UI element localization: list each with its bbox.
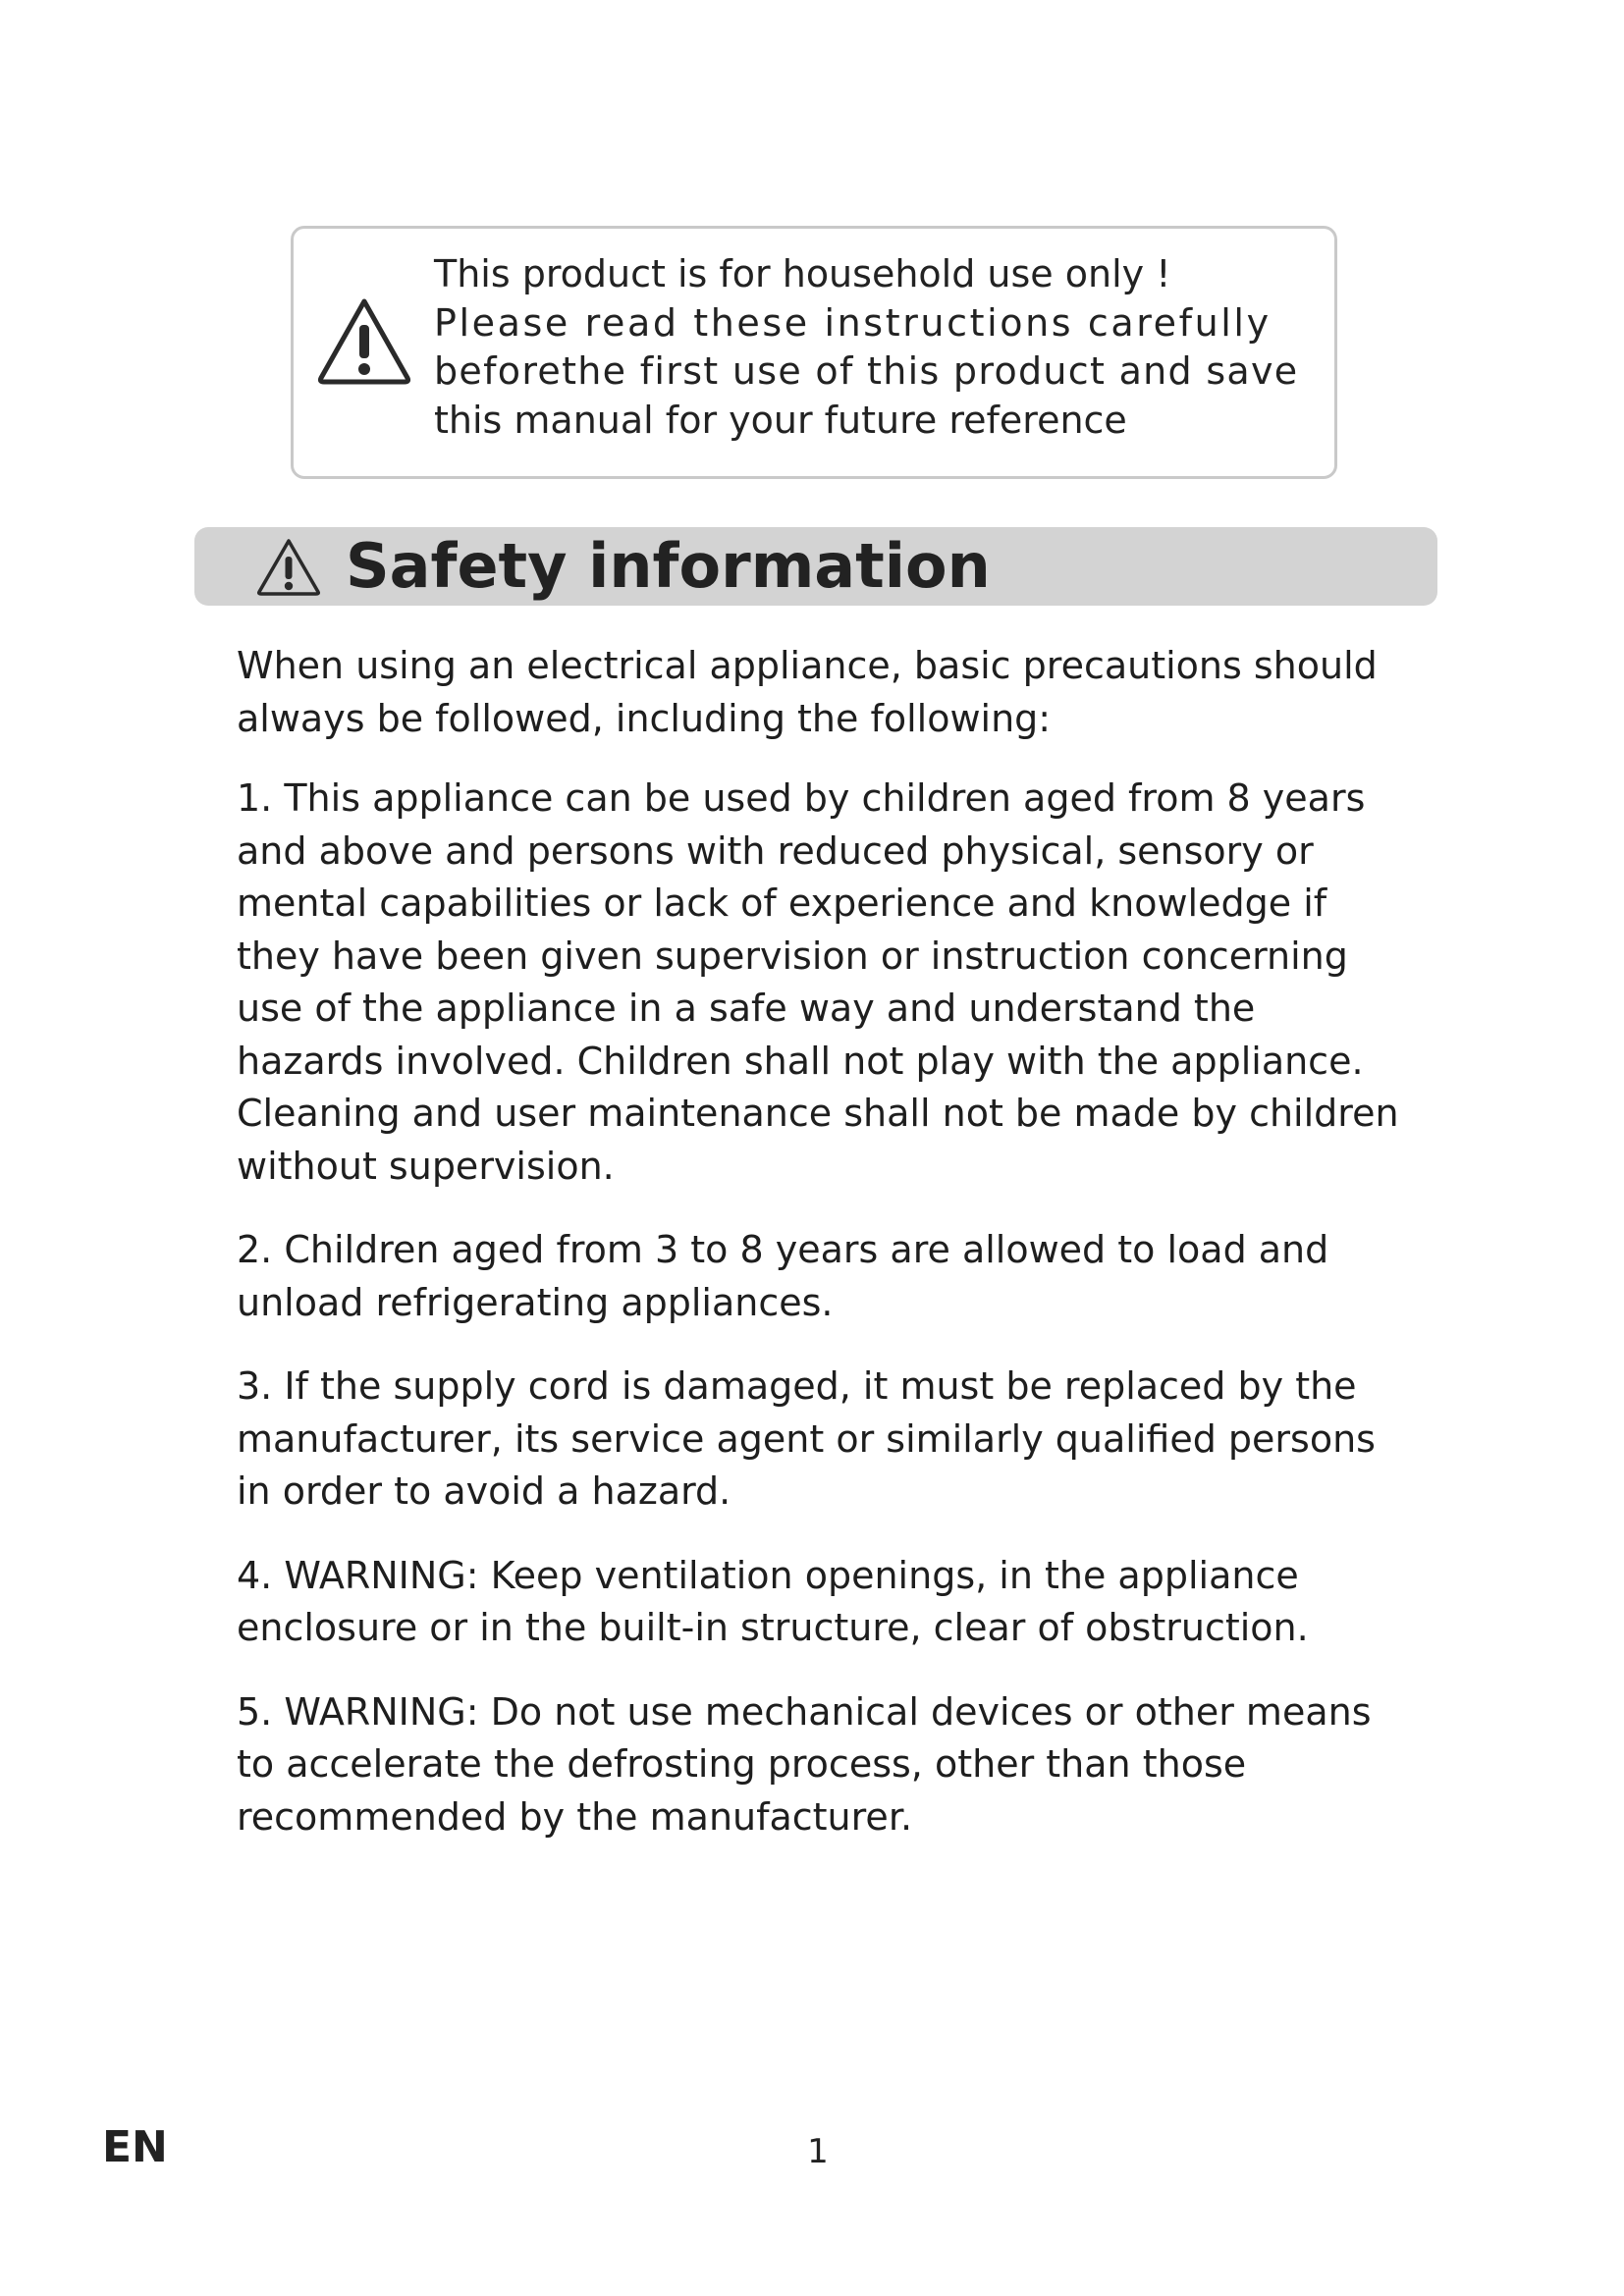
- household-notice-box: [291, 226, 1337, 479]
- safety-item: 3. If the supply cord is damaged, it must be replaced by the manufacturer, its service agent or similarly qualified persons in order to avoid a hazard.: [237, 1364, 1376, 1513]
- safety-item: 2. Children aged from 3 to 8 years are allowed to load and unload refrigerating appliances.: [237, 1228, 1329, 1324]
- language-code: EN: [102, 2122, 168, 2172]
- safety-item: 1. This appliance can be used by children aged from 8 years and above and persons with reduced physical, sensory or mental capabilities or lack of experience and knowledge if they have been given supervision or instruction concerning use of the appliance in a safe way and understand the hazards involved. Children shall not play with the appliance. Cleaning and user maintenance shall not be made by children without supervision.: [237, 776, 1399, 1188]
- notice-line: beforethe first use of this product and save: [434, 349, 1299, 393]
- notice-line: this manual for your future reference: [434, 398, 1127, 442]
- section-title: Safety information: [346, 530, 991, 602]
- safety-body: [237, 640, 1405, 1875]
- page-number: 1: [807, 2132, 829, 2171]
- warning-triangle-icon: [315, 295, 413, 386]
- notice-line: This product is for household use only !: [434, 252, 1171, 295]
- notice-line: Please read these instructions carefully: [434, 300, 1272, 345]
- warning-triangle-icon: [255, 537, 322, 598]
- section-header: [194, 527, 1437, 606]
- intro-paragraph: When using an electrical appliance, basic precautions should always be followed, including the following:: [237, 644, 1378, 740]
- safety-item: 5. WARNING: Do not use mechanical devices or other means to accelerate the defrosting process, other than those recommended by the manufacturer.: [237, 1689, 1372, 1839]
- notice-text: [434, 250, 1318, 445]
- safety-item: 4. WARNING: Keep ventilation openings, in the appliance enclosure or in the built-in structure, clear of obstruction.: [237, 1553, 1309, 1649]
